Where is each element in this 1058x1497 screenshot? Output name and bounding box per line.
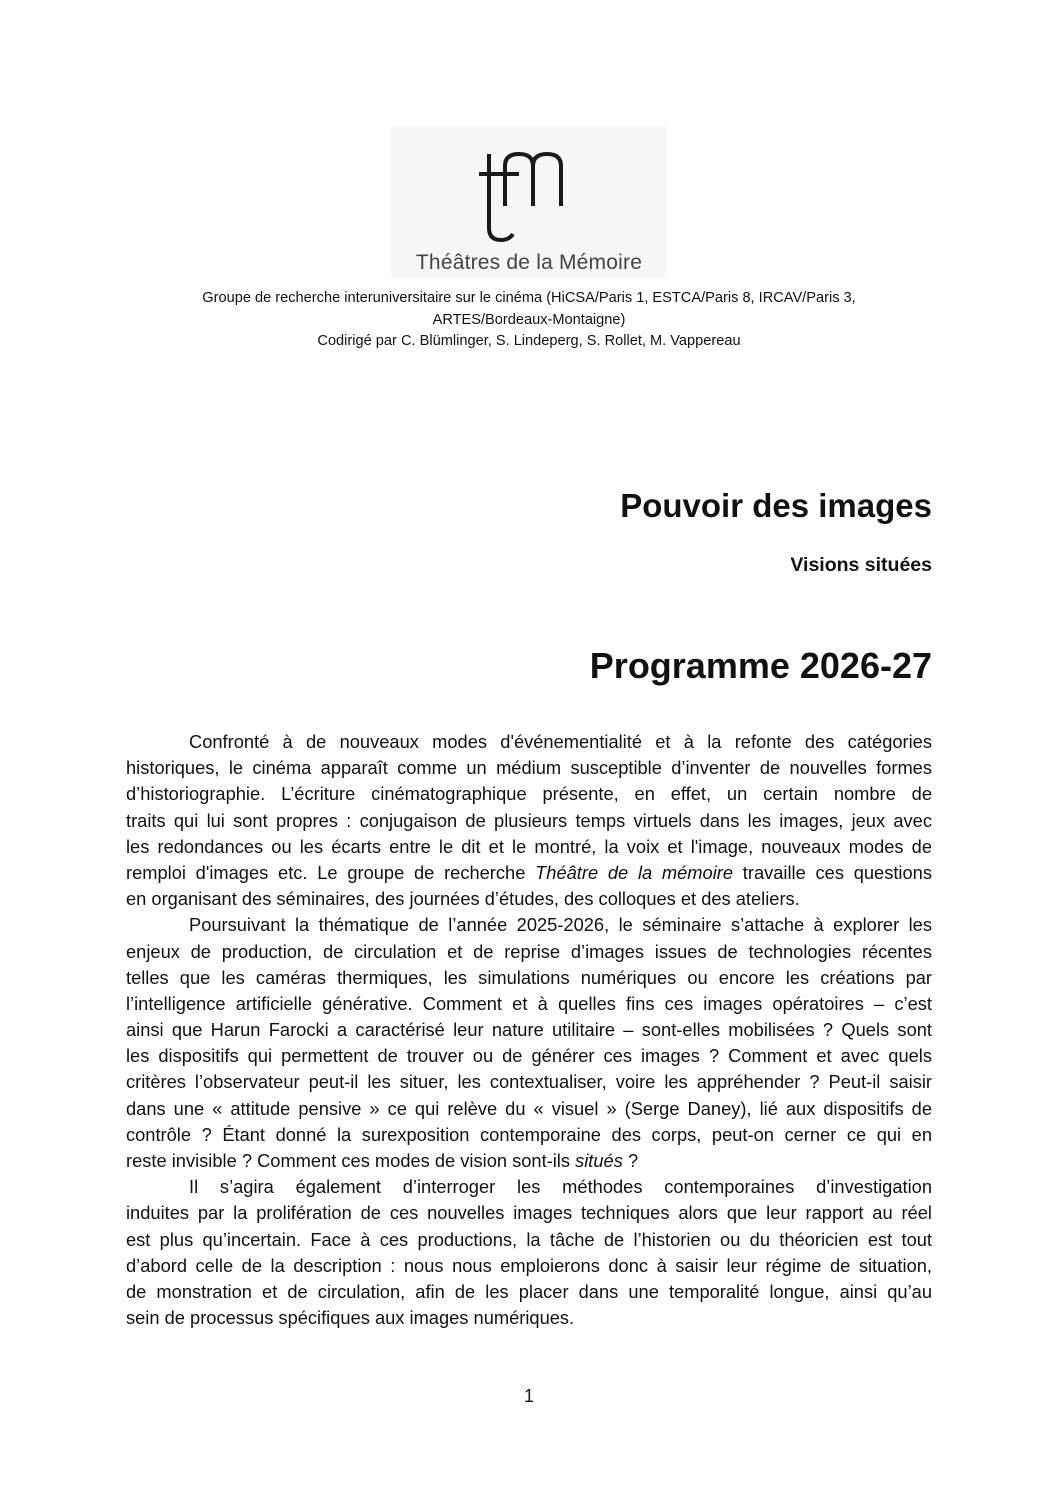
text-line: de monstration et de circulation, afin de les placer dans une temporalité longue, ainsi qu’au [126, 1280, 932, 1302]
text-line: traits qui lui sont propres : conjugaison de plusieurs temps virtuels dans les images, jeux avec [126, 809, 932, 831]
text-line: critères l’observateur peut-il les situer, les contextualiser, voire les appréhender ? Peut-il saisir [126, 1071, 932, 1093]
text-line: dans une « attitude pensive » ce qui relève du « visuel » (Serge Daney), lié aux dispositifs de [126, 1097, 932, 1119]
text-span: travaille ces questions [742, 861, 932, 883]
text-line: enjeux de production, de circulation et de reprise d’images issues de technologies récentes [126, 940, 932, 962]
document-title: Pouvoir des images [620, 487, 932, 524]
text-line: Poursuivant la thématique de l’année 2025-2026, le séminaire s’attache à explorer les [189, 914, 932, 936]
text-line: historiques, le cinéma apparaît comme un médium susceptible d’inventer de nouvelles formes [126, 757, 932, 779]
text-line: d’historiographie. L’écriture cinématographique présente, en effet, un certain nombre de [126, 783, 932, 805]
header-line: Groupe de recherche interuniversitaire sur le cinéma (HiCSA/Paris 1, ESTCA/Paris 8, IRCAV/Paris 3, [202, 290, 856, 306]
text-line: les dispositifs qui permettent de trouver ou de générer ces images ? Comment et avec quels [126, 1045, 932, 1067]
body-text [126, 729, 932, 1331]
page-number: 1 [523, 1386, 534, 1406]
text-line [126, 1148, 932, 1174]
tm-monogram-icon [479, 136, 589, 244]
programme-heading: Programme 2026-27 [589, 645, 932, 686]
text-line: ainsi que Harun Farocki a caractérisé leur nature utilitaire – sont-elles mobilisées ? Quels sont [126, 1019, 932, 1041]
italic-word: situés [575, 1150, 623, 1171]
text-line: contrôle ? Étant donné la surexposition contemporaine des corps, peut-on cerner ce qui en [126, 1123, 932, 1145]
text-line: sein de processus spécifiques aux images numériques. [126, 1307, 575, 1329]
italic-title: Théâtre de la mémoire [535, 861, 734, 883]
text-line: telles que les caméras thermiques, les simulations numériques ou encore les créations par [126, 966, 932, 988]
text-line: d’abord celle de la description : nous nous emploierons donc à saisir leur régime de situation, [126, 1254, 932, 1276]
text-line [126, 860, 932, 886]
logo [391, 126, 667, 278]
text-line: Il s’agira également d’interroger les méthodes contemporaines d’investigation [189, 1176, 932, 1198]
document-subtitle: Visions situées [790, 554, 932, 576]
text-line: les redondances ou les écarts entre le dit et le montré, la voix et l'image, nouveaux modes de [126, 835, 932, 857]
text-line: Confronté à de nouveaux modes d'événementialité et à la refonte des catégories [189, 731, 932, 752]
text-line: induites par la prolifération de ces nouvelles images techniques alors que leur rapport au réel [126, 1202, 932, 1224]
text-line: est plus qu’incertain. Face à ces productions, la tâche de l’historien ou du théoricien est tout [126, 1228, 932, 1250]
text-line: en organisant des séminaires, des journées d’études, des colloques et des ateliers. [126, 888, 800, 910]
text-span: ? [627, 1150, 639, 1171]
text-span: reste invisible ? Comment ces modes de vision sont-ils [126, 1150, 571, 1171]
research-group-header [120, 288, 938, 353]
logo-text: Théâtres de la Mémoire [415, 251, 643, 274]
text-span: remploi d'images etc. Le groupe de recherche [126, 861, 526, 883]
header-line: ARTES/Bordeaux-Montaigne) [432, 311, 626, 328]
header-line: Codirigé par C. Blümlinger, S. Lindeperg, S. Rollet, M. Vappereau [317, 333, 741, 349]
text-line: l’intelligence artificielle générative. Comment et à quelles fins ces images opératoires – c’est [126, 992, 932, 1014]
